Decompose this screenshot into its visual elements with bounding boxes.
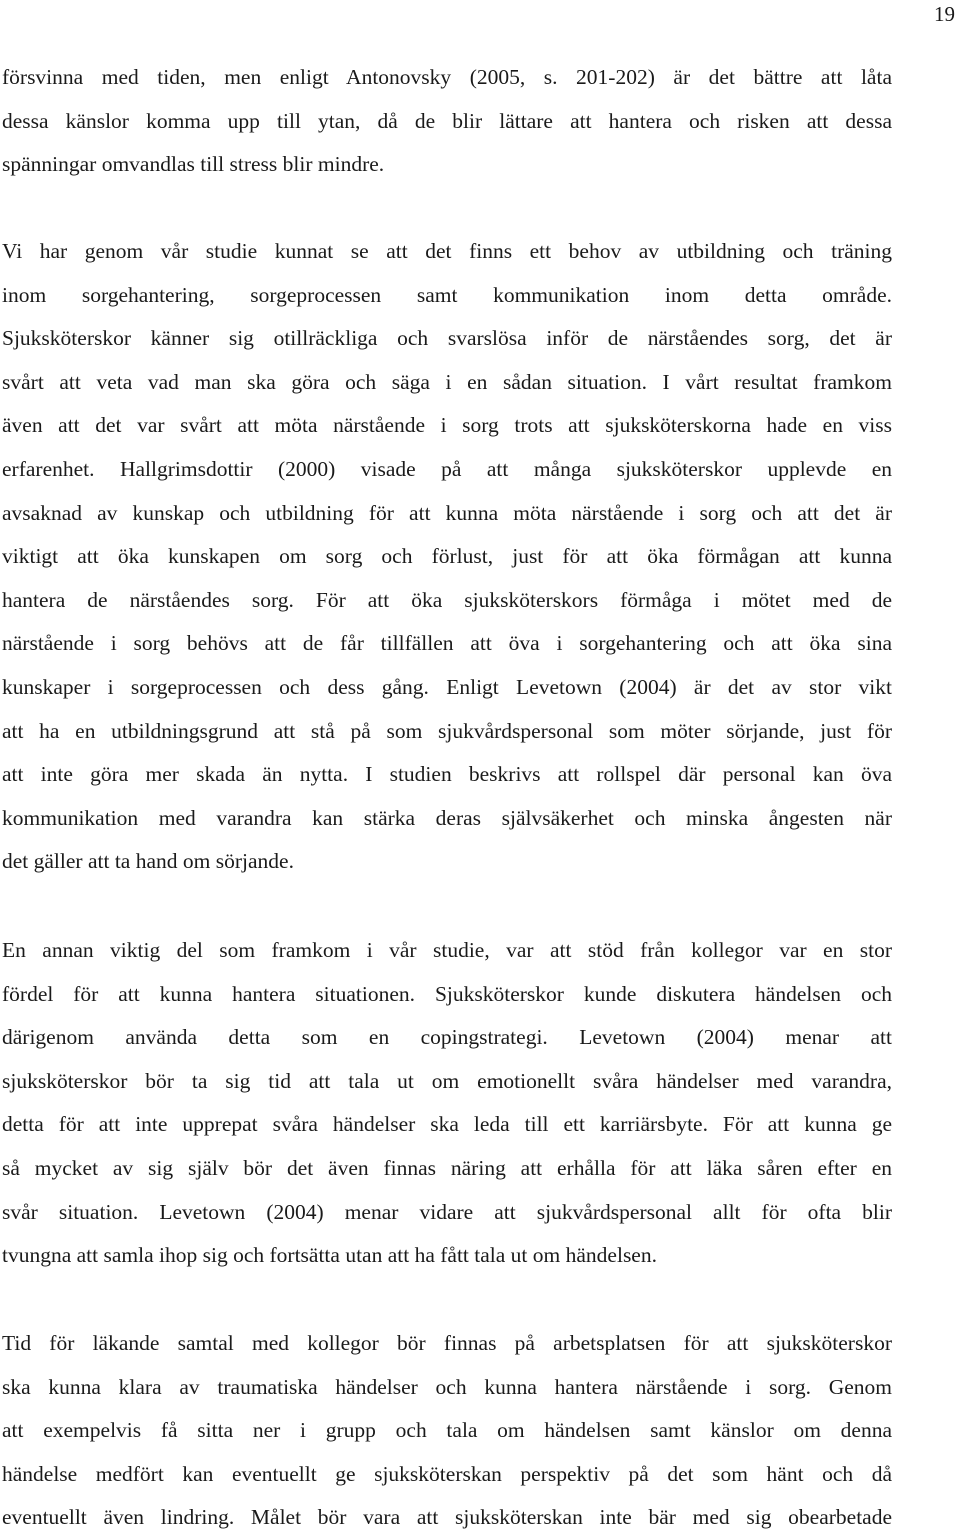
text-line: hantera de närståendes sorg. För att öka sjuksköterskors förmåga i mötet med de: [2, 587, 892, 612]
text-line: svårt att veta vad man ska göra och säga i en sådan situation. I vårt resultat framkom: [2, 369, 892, 394]
text-line: spänningar omvandlas till stress blir mindre.: [2, 152, 385, 177]
text-line: även att det var svårt att möta närstående i sorg trots att sjuksköterskorna hade en viss: [2, 413, 892, 438]
text-line: så mycket av sig själv bör det även finnas näring att erhålla för att läka såren efter en: [2, 1155, 892, 1180]
paragraph-colleague-support: [2, 929, 892, 1278]
text-line: Tid för läkande samtal med kollegor bör finnas på arbetsplatsen för att sjuksköterskor: [2, 1331, 892, 1355]
text-line: detta för att inte upprepat svåra händelser ska leda till ett karriärsbyte. För att kunna ge: [2, 1112, 892, 1137]
text-line: händelse medfört kan eventuellt ge sjuksköterskan perspektiv på det som hänt och då: [2, 1461, 892, 1486]
text-line: att ha en utbildningsgrund att stå på som sjukvårdspersonal som möter sörjande, just för: [2, 718, 892, 743]
text-line: kommunikation med varandra kan stärka deras självsäkerhet och minska ångesten när: [2, 805, 892, 830]
text-line: inom sorgehantering, sorgeprocessen samt kommunikation inom detta område.: [2, 282, 892, 307]
text-line: erfarenhet. Hallgrimsdottir (2000) visade på att många sjuksköterskor upplevde en: [2, 456, 892, 481]
page-number: 19: [934, 2, 955, 26]
text-line: Vi har genom vår studie kunnat se att det finns ett behov av utbildning och träning: [2, 239, 892, 263]
text-line: tvungna att samla ihop sig och fortsätta utan att ha fått tala ut om händelsen.: [2, 1243, 657, 1268]
paragraph-education-needs: [2, 230, 892, 884]
text-line: fördel för att kunna hantera situationen. Sjuksköterskor kunde diskutera händelsen och: [2, 981, 892, 1006]
text-line: närstående i sorg behövs att de får tillfällen att öva i sorgehantering och att öka sina: [2, 631, 892, 656]
text-line: Sjuksköterskor känner sig otillräckliga och svarslösa inför de närståendes sorg, det är: [2, 326, 892, 351]
paragraph-continuation: [2, 56, 892, 187]
text-line: dessa känslor komma upp till ytan, då de blir lättare att hantera och risken att dessa: [2, 108, 892, 133]
text-line: därigenom använda detta som en copingstrategi. Levetown (2004) menar att: [2, 1025, 892, 1050]
text-line: att exempelvis få sitta ner i grupp och tala om händelsen samt känslor om denna: [2, 1418, 892, 1443]
text-line: det gäller att ta hand om sörjande.: [2, 849, 294, 874]
text-line: kunskaper i sorgeprocessen och dess gång. Enligt Levetown (2004) är det av stor vikt: [2, 674, 892, 699]
paragraph-healing-conversations: [2, 1322, 892, 1540]
text-line: En annan viktig del som framkom i vår studie, var att stöd från kollegor var en stor: [2, 938, 892, 962]
text-line: sjuksköterskor bör ta sig tid att tala ut om emotionellt svåra händelser med varandra,: [2, 1068, 892, 1093]
text-line: eventuellt även lindring. Målet bör vara att sjuksköterskan inte bär med sig obearbetade: [2, 1505, 892, 1530]
text-line: att inte göra mer skada än nytta. I studien beskrivs att rollspel där personal kan öva: [2, 762, 892, 787]
text-line: viktigt att öka kunskapen om sorg och förlust, just för att öka förmågan att kunna: [2, 544, 892, 569]
text-line: svår situation. Levetown (2004) menar vidare att sjukvårdspersonal allt för ofta blir: [2, 1199, 892, 1224]
text-line: ska kunna klara av traumatiska händelser och kunna hantera närstående i sorg. Genom: [2, 1374, 892, 1399]
text-line: avsaknad av kunskap och utbildning för att kunna möta närstående i sorg och att det är: [2, 500, 892, 525]
text-line: försvinna med tiden, men enligt Antonovsky (2005, s. 201-202) är det bättre att låta: [2, 65, 892, 89]
